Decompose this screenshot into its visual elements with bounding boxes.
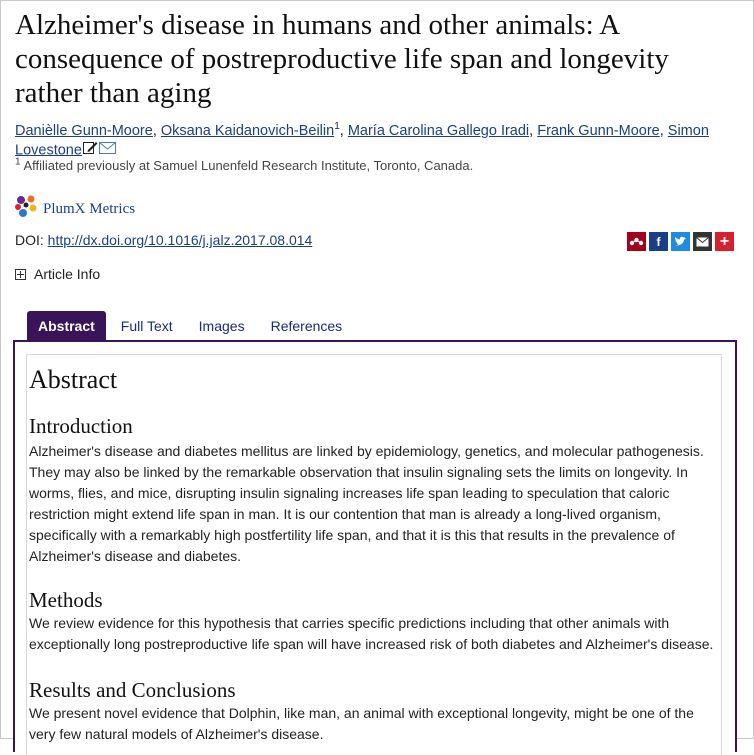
plumx-metrics[interactable] bbox=[15, 196, 135, 222]
article-info-label: Article Info bbox=[34, 266, 101, 282]
share-plus-icon[interactable]: + bbox=[715, 232, 734, 251]
affiliation-text: Affiliated previously at Samuel Lunenfeld Research Institute, Toronto, Canada. bbox=[23, 158, 474, 173]
tab-images[interactable]: Images bbox=[188, 311, 256, 341]
facebook-icon[interactable]: f bbox=[649, 232, 668, 251]
section-text-results: We present novel evidence that Dolphin, like man, an animal with exceptional longevity, might be one of the very few natural models of Alzheimer's disease. bbox=[29, 705, 694, 742]
plumx-logo-icon bbox=[15, 194, 39, 225]
share-toolbar bbox=[627, 232, 734, 251]
affiliation-sup: 1 bbox=[15, 156, 21, 168]
expand-plus-icon bbox=[15, 269, 26, 280]
email-icon[interactable] bbox=[693, 232, 712, 251]
author-link[interactable]: María Carolina Gallego Iradi bbox=[347, 123, 530, 139]
section-text-introduction: Alzheimer's disease and diabetes mellitus are linked by epidemiology, genetics, and molecular pathogenesis. They may also be linked by the remarkable observation that insulin signaling sets the limits on longevity. In worms, flies, and mice, disrupting insulin signaling increases life span leading to speculation that caloric restriction might extend life span in man. It is our contention that man is already a long-lived organism, specifically with a remarkably high postfertility life span, and that it is this that results in the prevalence of Alzheimer's disease and diabetes. bbox=[29, 443, 704, 564]
section-heading-results: Results and Conclusions bbox=[29, 678, 236, 702]
author-link[interactable]: Frank Gunn-Moore bbox=[537, 123, 660, 139]
article-title: Alzheimer's disease in humans and other animals: A consequence of postreproductive life span and longevity rather than aging bbox=[15, 9, 669, 109]
section-text-methods: We review evidence for this hypothesis that carries specific predictions including that other animals with exceptionally long postreproductive life span will have increased risk of both diabetes and Alzheimer's disease. bbox=[29, 615, 714, 652]
affiliation-note bbox=[15, 158, 473, 173]
author-list: Danièlle Gunn-Moore, Oksana Kaidanovich-Beilin$^1$, María Carolina Gallego Iradi, Frank Gunn-Moore, Simon Lovestone bbox=[15, 121, 709, 159]
mendeley-icon[interactable] bbox=[627, 232, 646, 251]
author-affiliation-sup: 1 bbox=[334, 121, 340, 133]
article-info-toggle[interactable] bbox=[15, 266, 100, 282]
author-link[interactable]: Oksana Kaidanovich-Beilin bbox=[160, 123, 335, 139]
section-heading-methods: Methods bbox=[29, 588, 103, 612]
tab-references[interactable]: References bbox=[260, 311, 354, 341]
author-link[interactable]: Simon Lovestone bbox=[15, 123, 709, 159]
twitter-icon[interactable] bbox=[671, 232, 690, 251]
abstract-content bbox=[26, 354, 722, 755]
section-heading-introduction: Introduction bbox=[29, 414, 133, 438]
tab-full-text[interactable]: Full Text bbox=[110, 311, 184, 341]
doi-line bbox=[15, 232, 312, 248]
abstract-panel bbox=[13, 340, 737, 752]
abstract-heading: Abstract bbox=[29, 365, 118, 394]
doi-label: DOI: bbox=[15, 232, 44, 248]
author-link[interactable]: Danièlle Gunn-Moore bbox=[15, 123, 153, 139]
plumx-label: PlumX Metrics bbox=[43, 200, 136, 217]
tab-abstract[interactable]: Abstract bbox=[27, 311, 106, 341]
content-tabs bbox=[27, 311, 357, 341]
doi-link[interactable]: http://dx.doi.org/10.1016/j.jalz.2017.08.014 bbox=[47, 232, 313, 248]
